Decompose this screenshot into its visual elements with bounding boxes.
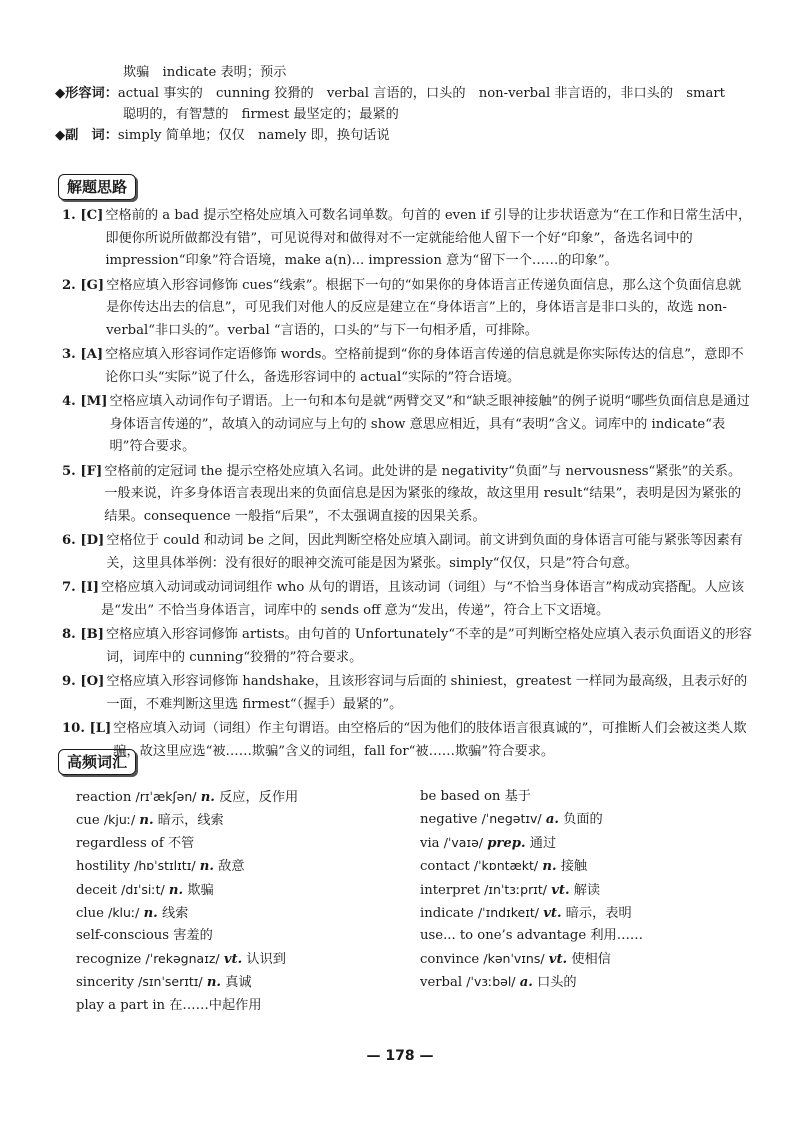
answer-item — [62, 530, 752, 575]
adjective-list-1: actual 事实的 cunning 狡猾的 verbal 言语的，口头的 non-verbal 非言语的，非口头的 smart — [117, 86, 725, 101]
answer-item — [62, 344, 752, 389]
vocabulary-pos: vt. — [551, 882, 570, 898]
vocabulary-word: reaction — [76, 790, 132, 805]
section-title-solution: 解题思路 — [58, 174, 136, 200]
adverb-line — [55, 125, 755, 146]
vocabulary-word: cue — [76, 813, 100, 829]
vocabulary-word: be based on — [420, 789, 501, 804]
vocabulary-word: convince — [420, 951, 480, 967]
vocabulary-phon: /sɪnˈserɪtɪ/ — [138, 974, 203, 990]
vocabulary-def: 负面的 — [563, 812, 603, 828]
vocabulary-def: 接触 — [560, 859, 588, 875]
answer-text: 空格应填入形容词修饰 cues“线索”。根据下一句的“如果你的身体语言正传递负面信息，那么这个负面信息就是你传达出去的信息”，可见我们对他人的反应是建立在“身体语言”上的，身体语言是非口头的，故选 non-verbal“非口头的”。verbal “言语的，口头的”与下一句相矛盾，可排除。 — [106, 277, 742, 338]
vocabulary-phon: /ˈnegətɪv/ — [481, 811, 542, 827]
answer-explanations — [62, 205, 752, 765]
answer-label: 5. [F] — [62, 463, 103, 479]
vocabulary-phon: /ˈkɒntækt/ — [473, 858, 539, 874]
vocabulary-pos: a. — [545, 812, 559, 828]
answer-item — [62, 577, 752, 622]
vocabulary-phon: /dɪˈsiːt/ — [121, 881, 165, 897]
vocabulary-word: via — [420, 835, 440, 851]
answer-item — [62, 391, 752, 459]
vocabulary-item — [76, 902, 420, 925]
answer-text: 空格应填入动词（词组）作主句谓语。由空格后的“因为他们的肢体语言很真诚的”，可推断人们会被这类人欺骗，故这里应选“被……欺骗”含义的词组，fall for“被……欺骗”符合要求。 — [113, 721, 747, 759]
vocabulary-word: deceit — [76, 882, 117, 898]
vocabulary-pos: prep. — [487, 835, 526, 851]
adjective-line-2: 聪明的，有智慧的 firmest 最坚定的；最紧的 — [123, 107, 399, 122]
vocabulary-phon: /ˈɪndɪkeɪt/ — [477, 905, 539, 921]
vocabulary-word: use... to one’s advantage — [420, 928, 587, 944]
page-number: — 178 — — [366, 1048, 434, 1064]
answer-text: 空格应填入动词或动词词组作 who 从句的谓语，且该动词（词组）与“不恰当身体语言”构成动宾搭配。人应该是“发出” 不恰当身体语言，词库中的 sends off 意为“发出，传递”，符合上下文语境。 — [101, 580, 745, 618]
vocabulary-def: 害羞的 — [173, 928, 213, 944]
answer-label: 7. [I] — [62, 580, 100, 595]
answer-label: 9. [O] — [62, 674, 105, 689]
answer-text: 空格应填入形容词作定语修饰 words。空格前提到“你的身体语言传递的信息就是你实际传达的信息”，意即不论你口头“实际”说了什么，备选形容词中的 actual“实际的”符合语境。 — [105, 347, 744, 385]
vocabulary-def: 反应，反作用 — [219, 790, 299, 805]
vocabulary-item — [76, 833, 420, 855]
adjective-line — [55, 83, 755, 104]
vocabulary-pos: n. — [199, 859, 214, 875]
answer-item — [62, 718, 752, 763]
vocabulary-def: 利用…… — [590, 928, 644, 944]
vocabulary-phon: /ɪnˈtɜːprɪt/ — [484, 881, 547, 897]
vocabulary-def: 不管 — [167, 835, 195, 851]
vocabulary-word: sincerity — [76, 975, 134, 991]
vocabulary-item — [76, 855, 420, 878]
vocabulary-item — [420, 879, 750, 902]
vocabulary-def: 基于 — [504, 789, 531, 804]
adverb-list: simply 简单地；仅仅 namely 即，换句话说 — [117, 128, 390, 143]
answer-label: 3. [A] — [62, 347, 104, 362]
vocabulary-phon: /ˈvaɪə/ — [443, 834, 483, 850]
vocabulary-item — [420, 971, 750, 994]
vocabulary-pos: a. — [519, 975, 533, 991]
vocabulary-pos: n. — [139, 813, 154, 829]
vocabulary-item — [420, 902, 750, 925]
vocabulary-pos: vt. — [548, 951, 568, 967]
verb-line: 欺骗 indicate 表明；预示 — [123, 65, 287, 80]
adverb-label: ◆副 词： — [55, 128, 118, 143]
vocabulary-def: 在……中起作用 — [169, 997, 262, 1013]
vocabulary-def: 欺骗 — [187, 882, 214, 898]
word-list-continuation — [55, 62, 755, 146]
vocabulary-item — [420, 925, 750, 947]
vocabulary-pos: vt. — [543, 906, 562, 922]
vocabulary-phon: /kjuː/ — [103, 812, 136, 828]
vocabulary-word: clue — [76, 906, 104, 922]
vocabulary-def: 敌意 — [218, 859, 245, 875]
vocabulary-column-right — [420, 786, 750, 1017]
vocabulary-phon: /rɪˈækʃən/ — [135, 789, 197, 804]
vocabulary-item — [76, 786, 420, 809]
answer-item — [62, 671, 752, 716]
vocabulary-def: 使相信 — [571, 951, 611, 967]
vocabulary-word: indicate — [420, 906, 474, 922]
vocabulary-pos: n. — [143, 906, 158, 922]
vocabulary-phon: /ˈvɜːbəl/ — [466, 974, 516, 990]
answer-label: 4. [M] — [62, 394, 108, 409]
section-title-vocabulary: 高频词汇 — [58, 749, 136, 775]
answer-item — [62, 275, 752, 343]
answer-text: 空格应填入动词作句子谓语。上一句和本句是就“两臂交叉”和“缺乏眼神接触”的例子说明“哪些负面信息是通过身体语言传递的”，故填入的动词应与上句的 show 意思应相近，具有“表明”含义。词库中的 indicate“表明”符合要求。 — [109, 394, 750, 454]
vocabulary-list — [76, 786, 756, 1017]
vocabulary-item — [420, 948, 750, 971]
vocabulary-phon: /kluː/ — [108, 905, 140, 921]
vocabulary-item — [76, 925, 420, 947]
vocabulary-item — [76, 971, 420, 994]
vocabulary-column-left — [76, 786, 420, 1017]
vocabulary-item — [420, 786, 750, 808]
vocabulary-def: 口头的 — [537, 975, 577, 991]
vocabulary-item — [420, 832, 750, 855]
answer-item — [62, 461, 752, 529]
vocabulary-word: hostility — [76, 859, 130, 875]
vocabulary-def: 真诚 — [225, 975, 252, 991]
answer-text: 空格位于 could 和动词 be 之间，因此判断空格处应填入副词。前文讲到负面的身体语言可能与紧张等因素有关，这里具体举例：没有很好的眼神交流可能是因为紧张。simply“仅仅，只是”符合句意。 — [106, 533, 743, 571]
vocabulary-word: regardless of — [76, 835, 164, 851]
answer-text: 空格前的 a bad 提示空格处应填入可数名词单数。句首的 even if 引导的让步状语意为“在工作和日常生活中，即便你所说所做都没有错”，可见说得对和做得对不一定就能给他人留下一个好“印象”，备选名词中的 impression“印象”符合语境，make a(n)... impression 意为“留下一个……的印象”。 — [105, 208, 752, 268]
vocabulary-phon: /kənˈvɪns/ — [483, 950, 545, 966]
answer-item — [62, 624, 752, 669]
vocabulary-phon: /hɒˈstɪlɪtɪ/ — [134, 858, 196, 874]
vocabulary-pos: n. — [168, 882, 184, 898]
vocabulary-word: play a part in — [76, 997, 166, 1013]
vocabulary-def: 线索 — [161, 906, 189, 922]
vocabulary-word: contact — [420, 859, 470, 875]
answer-label: 2. [G] — [62, 277, 105, 293]
vocabulary-word: recognize — [76, 951, 142, 967]
answer-label: 6. [D] — [62, 533, 105, 548]
vocabulary-def: 通过 — [529, 835, 557, 851]
vocabulary-item — [76, 995, 420, 1017]
answer-text: 空格前的定冠词 the 提示空格处应填入名词。此处讲的是 negativity“负面”与 nervousness“紧张”的关系。一般来说，许多身体语言表现出来的负面信息是因为紧张的缘故，故这里用 result“结果”，表明是因为紧张的结果。consequence 一般指“后果”，不太强调直接的因果关系。 — [104, 463, 742, 524]
vocabulary-item — [76, 809, 420, 832]
vocabulary-word: interpret — [420, 882, 480, 898]
vocabulary-pos: n. — [542, 859, 557, 875]
vocabulary-word: verbal — [420, 975, 463, 991]
vocabulary-pos: n. — [206, 975, 222, 991]
vocabulary-item — [76, 879, 420, 902]
answer-label: 10. [L] — [62, 721, 112, 736]
vocabulary-def: 认识到 — [246, 951, 286, 967]
vocabulary-item — [420, 808, 750, 831]
vocabulary-word: negative — [420, 812, 478, 828]
answer-item — [62, 205, 752, 273]
answer-label: 1. [C] — [62, 208, 104, 223]
vocabulary-def: 暗示，线索 — [157, 813, 224, 829]
adjective-label: ◆形容词： — [55, 86, 118, 101]
vocabulary-phon: /ˈrekəgnaɪz/ — [145, 950, 220, 966]
vocabulary-pos: n. — [200, 790, 215, 805]
vocabulary-def: 解读 — [573, 882, 601, 898]
answer-text: 空格应填入形容词修饰 handshake，且该形容词与后面的 shiniest，greatest 一样同为最高级，且表示好的一面，不难判断这里选 firmest“（握手）最紧的”。 — [106, 674, 748, 712]
vocabulary-item — [420, 855, 750, 878]
vocabulary-word: self-conscious — [76, 928, 170, 944]
answer-label: 8. [B] — [62, 627, 104, 642]
vocabulary-def: 暗示，表明 — [565, 906, 632, 922]
answer-text: 空格应填入形容词修饰 artists。由句首的 Unfortunately“不幸的是”可判断空格处应填入表示负面语义的形容词，词库中的 cunning“狡猾的”符合要求。 — [105, 627, 752, 665]
vocabulary-pos: vt. — [223, 951, 243, 967]
vocabulary-item — [76, 948, 420, 971]
